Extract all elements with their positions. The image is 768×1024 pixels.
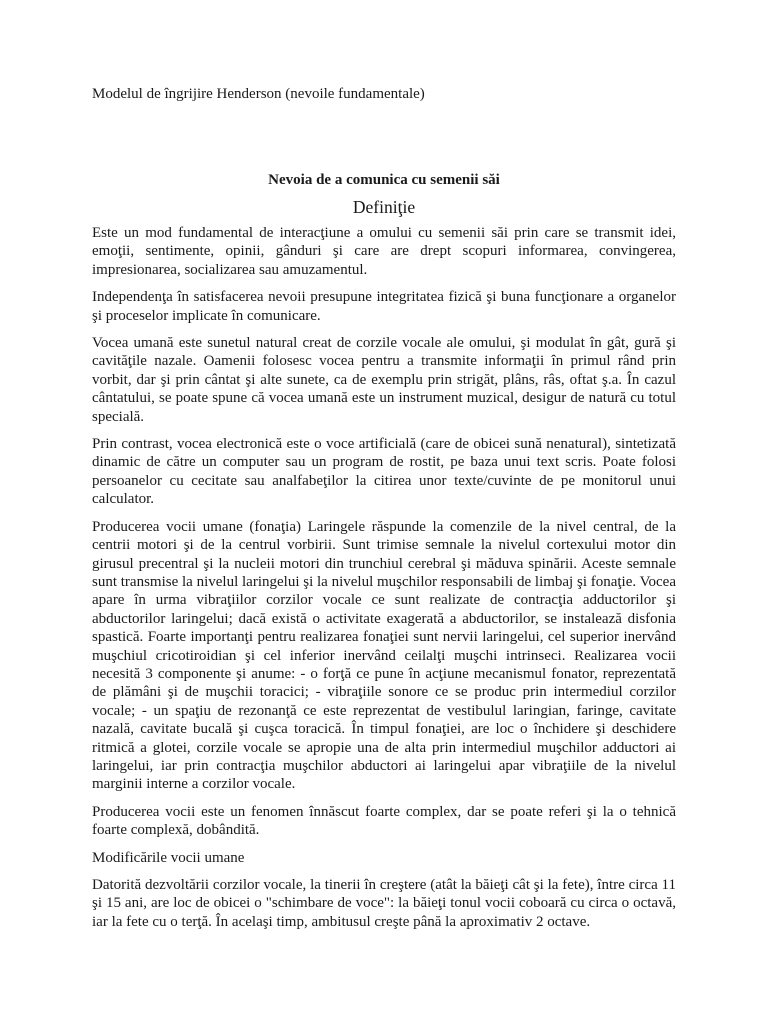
paragraph-voice-change: Datorită dezvoltării corzilor vocale, la tinerii în creştere (atât la băieţi cât şi la fete), între circa 11 şi 15 ani, are loc de obicei o "schimbare de voce": la băieţi tonul vocii coboară cu circa o octavă, iar la fete cu o terţă. În acelaşi timp, ambitusul creşte până la aproximativ 2 octave.	[92, 877, 676, 930]
definition-heading: Definiţie	[352, 197, 416, 217]
paragraph-electronic-voice: Prin contrast, vocea electronică este o voce artificială (care de obicei sună nenatural), sintetizată dinamic de către un computer sau un program de rostit, pe baza unui text scris. Poate folosi persoanelor cu cecitate sau analfabeţilor la citirea unor texte/cuvinte de pe monitorul unui calculator.	[92, 436, 676, 508]
paragraph-innate-phenomenon: Producerea vocii este un fenomen înnăscut foarte complex, dar se poate referi şi la o tehnică foarte complexă, dobândită.	[92, 803, 676, 839]
section-heading: Nevoia de a comunica cu semenii săi	[268, 172, 500, 188]
document-title: Modelul de îngrijire Henderson (nevoile fundamentale)	[92, 86, 425, 102]
paragraph-definition: Este un mod fundamental de interacţiune a omului cu semenii săi prin care se transmit idei, emoţii, sentimente, opinii, gânduri şi care are drept scopuri informarea, convingerea, impresionarea, socializarea sau amuzamentul.	[92, 225, 676, 278]
paragraph-voice-production: Producerea vocii umane (fonaţia) Laringele răspunde la comenzile de la nivel central, de la centrii motori şi de la centrul vorbirii. Sunt trimise semnale la nivelul cortexului motor din girusul precentral şi la nucleii motori din trunchiul cerebral şi măduva spinării. Aceste semnale sunt transmise la nivelul laringelui şi la nivelul muşchilor responsabili de limbaj şi fonaţie. Vocea apare în urma vibraţiilor corzilor vocale ce sunt realizate de contracţia adductorilor şi abductorilor laringelui; dacă există o activitate exagerată a abductorilor, se instalează disfonia spastică. Foarte importanţi pentru realizarea fonaţiei sunt nervii laringelui, cel superior inervând muşchiul cricotiroidian şi cel inferior inervând ceilalţi muşchi intrinseci. Realizarea vocii necesită 3 componente şi anume: - o forţă ce pune în acţiune mecanismul fonator, reprezentată de plămâni şi de muşchii toracici; - vibraţiile sonore ce se produc prin intermediul corzilor vocale; - un spaţiu de rezonanţă ce este reprezentat de vestibulul laringian, faringe, cavitate nazală, cavitate bucală şi cuşca toracică. În timpul fonaţiei, are loc o închidere şi deschidere ritmică a glotei, corzile vocale se apropie una de alta prin intermediul muşchilor adductori ai laringelui, iar prin contracţia muşchilor abductori ai laringelui apar vibraţiile de la nivelul marginii interne a corzilor vocale.	[92, 518, 676, 793]
document-body	[92, 224, 676, 940]
modifications-heading: Modificările vocii umane	[92, 849, 245, 866]
paragraph-independence: Independenţa în satisfacerea nevoii presupune integritatea fizică şi buna funcţionare a organelor şi proceselor implicate în comunicare.	[92, 289, 676, 324]
paragraph-human-voice: Vocea umană este sunetul natural creat de corzile vocale ale omului, şi modulat în gât, gură şi cavităţile nazale. Oamenii folosesc vocea pentru a transmite informaţii în primul rând prin vorbit, dar şi prin cântat şi alte sunete, ca de exemplu prin strigăt, plâns, râs, oftat ş.a. În cazul cântatului, se poate spune că vocea umană este un instrument muzical, desigur de natură cu totul specială.	[92, 335, 676, 425]
